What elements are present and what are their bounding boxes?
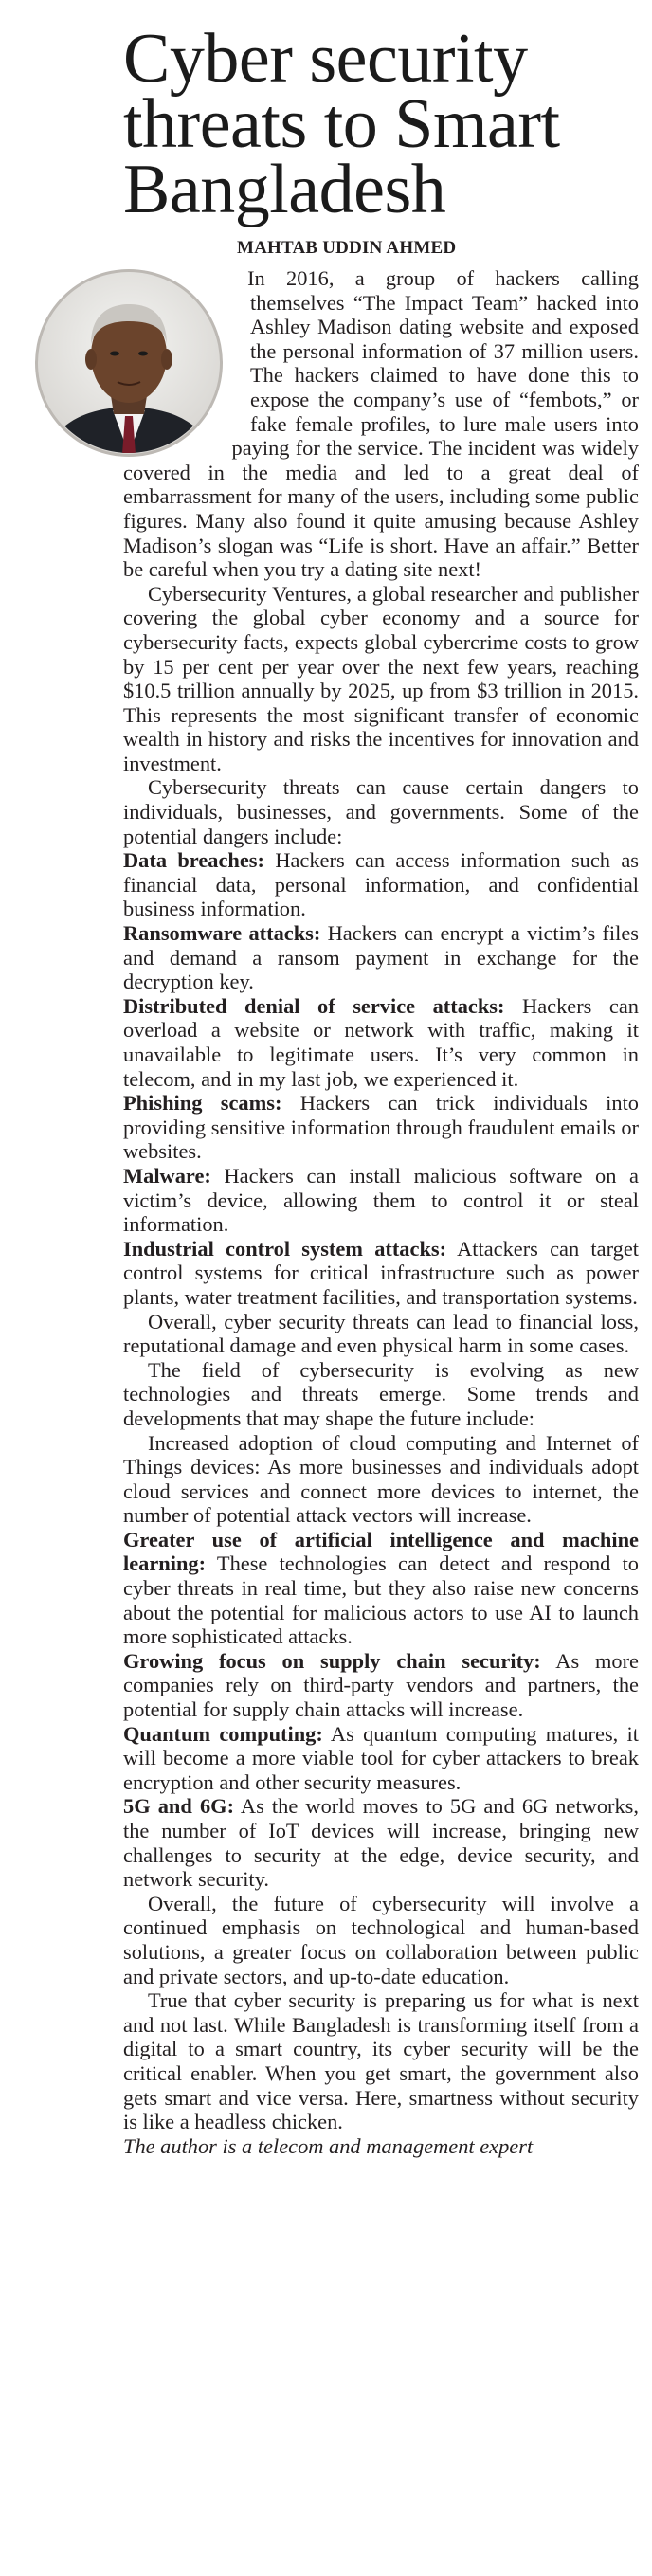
- headline-line: threats to Smart: [123, 85, 560, 163]
- article-paragraph: The field of cybersecurity is evolving as new technologies and threats emerge. Some trends and developments that may shape the future include:: [123, 1357, 639, 1430]
- trend-term: Growing focus on supply chain security:: [123, 1648, 541, 1673]
- headline-line: Bangladesh: [123, 151, 446, 228]
- article-paragraph: True that cyber security is preparing us for what is next and not last. While Bangladesh is transforming itself from a digital to a smart country, its cyber security will be the critical enabler. When you get smart, the government also gets smart and vice versa. Here, smartness without security is like a headless chicken.: [123, 1988, 639, 2134]
- danger-text: Hackers can install malicious software on a victim’s device, allowing them to control it or steal information.: [123, 1163, 639, 1237]
- headline-line: Cyber security: [123, 20, 528, 98]
- danger-item: [123, 1237, 639, 1310]
- danger-term: Data breaches:: [123, 848, 264, 873]
- article-paragraph: Overall, cyber security threats can lead to financial loss, reputational damage and even physical harm in some cases.: [123, 1309, 639, 1358]
- danger-text: Attackers can target control systems for critical infrastructure such as power plants, water treatment facilities, and transportation systems.: [123, 1236, 639, 1309]
- trend-item: [123, 1528, 639, 1649]
- article-paragraph: Cybersecurity threats can cause certain dangers to individuals, businesses, and governments. Some of the potential dangers include:: [123, 775, 639, 848]
- trend-text: As the world moves to 5G and 6G networks, the number of IoT devices will increase, bringing new challenges to security at the edge, device security, and network security.: [123, 1794, 639, 1892]
- trend-text: These technologies can detect and respond to cyber threats in real time, but they also raise new concerns about the potential for malicious actors to use AI to launch more sophisticated attacks.: [123, 1551, 640, 1649]
- article-body: [123, 266, 639, 2158]
- author-photo: [23, 268, 241, 460]
- danger-text: Hackers can encrypt a victim’s files and demand a ransom payment in exchange for the decryption key.: [123, 921, 639, 994]
- danger-term: Industrial control system attacks:: [123, 1236, 447, 1261]
- danger-term: Distributed denial of service attacks:: [123, 993, 505, 1018]
- trend-item: [123, 1649, 639, 1722]
- danger-text: Hackers can overload a website or network with traffic, making it unavailable to legitimate users. It’s very common in telecom, and in my last job, we experienced it.: [123, 993, 639, 1091]
- byline: MAHTAB UDDIN AHMED: [237, 238, 457, 258]
- article-paragraph: Overall, the future of cybersecurity will involve a continued emphasis on technological and human-based solutions, a greater focus on collaboration between public and private sectors, and up-to-date education.: [123, 1891, 639, 1988]
- danger-item: [123, 921, 639, 994]
- danger-term: Ransomware attacks:: [123, 921, 321, 946]
- trend-text: As quantum computing matures, it will become a more viable tool for cyber attackers to break encryption and other security measures.: [123, 1721, 639, 1794]
- trend-item: [123, 1794, 639, 1891]
- trend-text: As more companies rely on third-party vendors and partners, the potential for supply chain attacks will increase.: [123, 1648, 639, 1722]
- trend-item: [123, 1722, 639, 1795]
- author-signature: The author is a telecom and management expert: [123, 2133, 534, 2158]
- article-paragraph: Increased adoption of cloud computing and Internet of Things devices: As more businesses and individuals adopt cloud services and connect more devices to internet, the number of potential attack vectors will increase.: [123, 1430, 639, 1528]
- headline: [123, 20, 639, 228]
- danger-text: Hackers can access information such as financial data, personal information, and confidential business information.: [123, 848, 639, 921]
- article-paragraph: In 2016, a group of hackers calling themselves “The Impact Team” hacked into Ashley Madison dating website and exposed the personal information of 37 million users. The hackers claimed to have done this to expose the company’s use of “fembots,” or fake female profiles, to lure male users into paying for the service. The incident was widely covered in the media and led to a great deal of embarrassment for many of the users, including some public figures. Many also found it quite amusing because Ashley Madison’s slogan was “Life is short. Have an affair.” Better be careful when you try a dating site next!: [123, 266, 639, 582]
- author-portrait-icon: [23, 268, 241, 460]
- trend-term: Quantum computing:: [123, 1721, 323, 1746]
- danger-term: Phishing scams:: [123, 1091, 282, 1116]
- trend-term: 5G and 6G:: [123, 1794, 235, 1819]
- danger-term: Malware:: [123, 1163, 211, 1188]
- danger-item: [123, 1091, 639, 1164]
- article-paragraph: Cybersecurity Ventures, a global researcher and publisher covering the global cyber economy and a source for cybersecurity facts, expects global cybercrime costs to grow by 15 per cent per year over the next few years, reaching $10.5 trillion annually by 2025, up from $3 trillion in 2015. This represents the most significant transfer of economic wealth in history and risks the incentives for innovation and investment.: [123, 581, 639, 775]
- danger-item: [123, 848, 639, 921]
- danger-item: [123, 994, 639, 1091]
- danger-text: Hackers can trick individuals into providing sensitive information through fraudulent emails or websites.: [123, 1091, 639, 1164]
- trend-term: Greater use of artificial intelligence and machine learning:: [123, 1527, 639, 1576]
- danger-item: [123, 1164, 639, 1237]
